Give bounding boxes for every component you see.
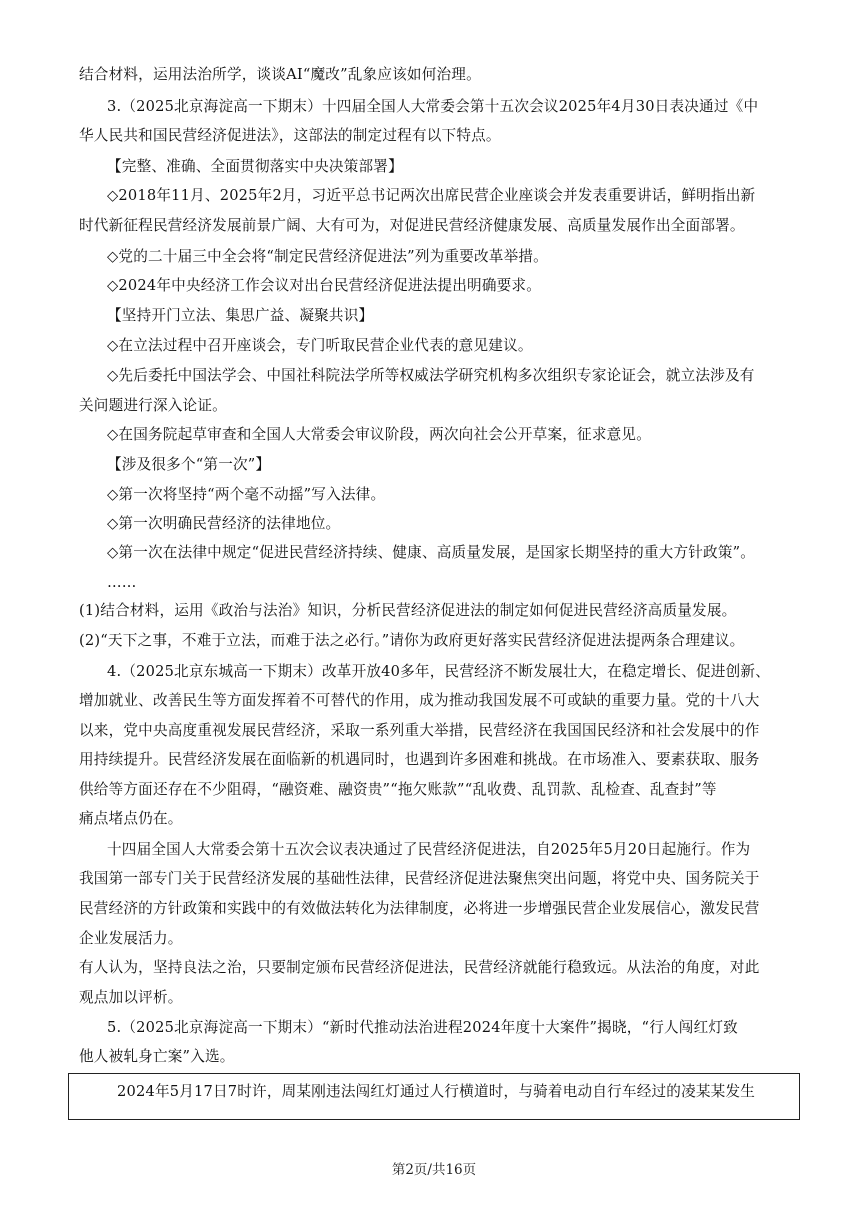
text-line: ◇第一次在法律中规定“促进民营经济持续、健康、高质量发展，是国家长期坚持的重大方针政策”。 [107,544,756,561]
case-material-text: 2024年5月17日7时许，周某刚违法闯红灯通过人行横道时，与骑着电动自行车经过的凌某某发生 [117,1083,756,1100]
text-line: ◇先后委托中国法学会、中国社科院法学所等权威法学研究机构多次组织专家论证会，就立法涉及有 [107,367,755,384]
text-line: ◇第一次将坚持“两个毫不动摇”写入法律。 [107,486,386,503]
text-line: 企业发展活力。 [79,930,183,947]
text-line: 【完整、准确、全面贯彻落实中央决策部署】 [107,158,403,175]
text-line: 民营经济的方针政策和实践中的有效做法转化为法律制度，必将进一步增强民营企业发展信心，激发民营 [79,900,760,917]
text-line: 【涉及很多个“第一次”】 [107,456,271,473]
text-line: 以来，党中央高度重视发展民营经济，采取一系列重大举措，民营经济在我国国民经济和社会发展中的作 [79,722,760,739]
text-line: ◇第一次明确民营经济的法律地位。 [107,515,341,532]
text-line: ◇在国务院起草审查和全国人大常委会审议阶段，两次向社会公开草案，征求意见。 [107,426,652,443]
text-line: ◇2018年11月、2025年2月，习近平总书记两次出席民营企业座谈会并发表重要讲话，鲜明指出新 [107,187,756,204]
text-line: 3.（2025北京海淀高一下期末）十四届全国人大常委会第十五次会议2025年4月30日表决通过《中 [107,98,759,115]
text-line: 时代新征程民营经济发展前景广阔、大有可为，对促进民营经济健康发展、高质量发展作出全面部署。 [79,217,745,234]
text-line: 供给等方面还存在不少阻碍，“融资难、融资贵”“拖欠账款”“乱收费、乱罚款、乱检查、乱查封”等 [79,781,717,798]
text-line: 有人认为，坚持良法之治，只要制定颁布民营经济促进法，民营经济就能行稳致远。从法治的角度，对此 [79,959,760,976]
text-line: (2)“天下之事，不难于立法，而难于法之必行。”请你为政府更好落实民营经济促进法提两条合理建议。 [79,632,745,649]
page-number: 第2页/共16页 [391,1162,477,1178]
text-line: 5.（2025北京海淀高一下期末）“新时代推动法治进程2024年度十大案件”揭晓，“行人闯红灯致 [107,1019,738,1036]
text-line: 【坚持开门立法、集思广益、凝聚共识】 [107,307,374,324]
text-line: ◇在立法过程中召开座谈会，专门听取民营企业代表的意见建议。 [107,337,533,354]
text-line: 结合材料，运用法治所学，谈谈AI“魔改”乱象应该如何治理。 [79,66,481,83]
text-line: 痛点堵点仍在。 [79,810,183,827]
text-line: 他人被轧身亡案”入选。 [79,1048,235,1065]
text-line: 用持续提升。民营经济发展在面临新的机遇同时，也遇到许多困难和挑战。在市场准入、要素获取、服务 [79,751,760,768]
text-line: ◇2024年中央经济工作会议对出台民营经济促进法提出明确要求。 [107,277,542,294]
text-line: 华人民共和国民营经济促进法》，这部法的制定过程有以下特点。 [79,127,501,144]
text-line: (1)结合材料，运用《政治与法治》知识，分析民营经济促进法的制定如何促进民营经济高质量发展。 [79,602,737,619]
text-line: 增加就业、改善民生等方面发挥着不可替代的作用，成为推动我国发展不可或缺的重要力量。党的十八大 [79,692,760,709]
text-line: 观点加以评析。 [79,989,183,1006]
text-line: 我国第一部专门关于民营经济发展的基础性法律，民营经济促进法聚焦突出问题，将党中央、国务院关于 [79,870,760,887]
text-line: …… [107,574,137,591]
text-line: ◇党的二十届三中全会将“制定民营经济促进法”列为重要改革举措。 [107,248,548,265]
text-line: 关问题进行深入论证。 [79,397,227,414]
text-line: 十四届全国人大常委会第十五次会议表决通过了民营经济促进法，自2025年5月20日起施行。作为 [107,841,751,858]
text-line: 4.（2025北京东城高一下期末）改革开放40多年，民营经济不断发展壮大，在稳定增长、促进创新、 [107,663,770,680]
